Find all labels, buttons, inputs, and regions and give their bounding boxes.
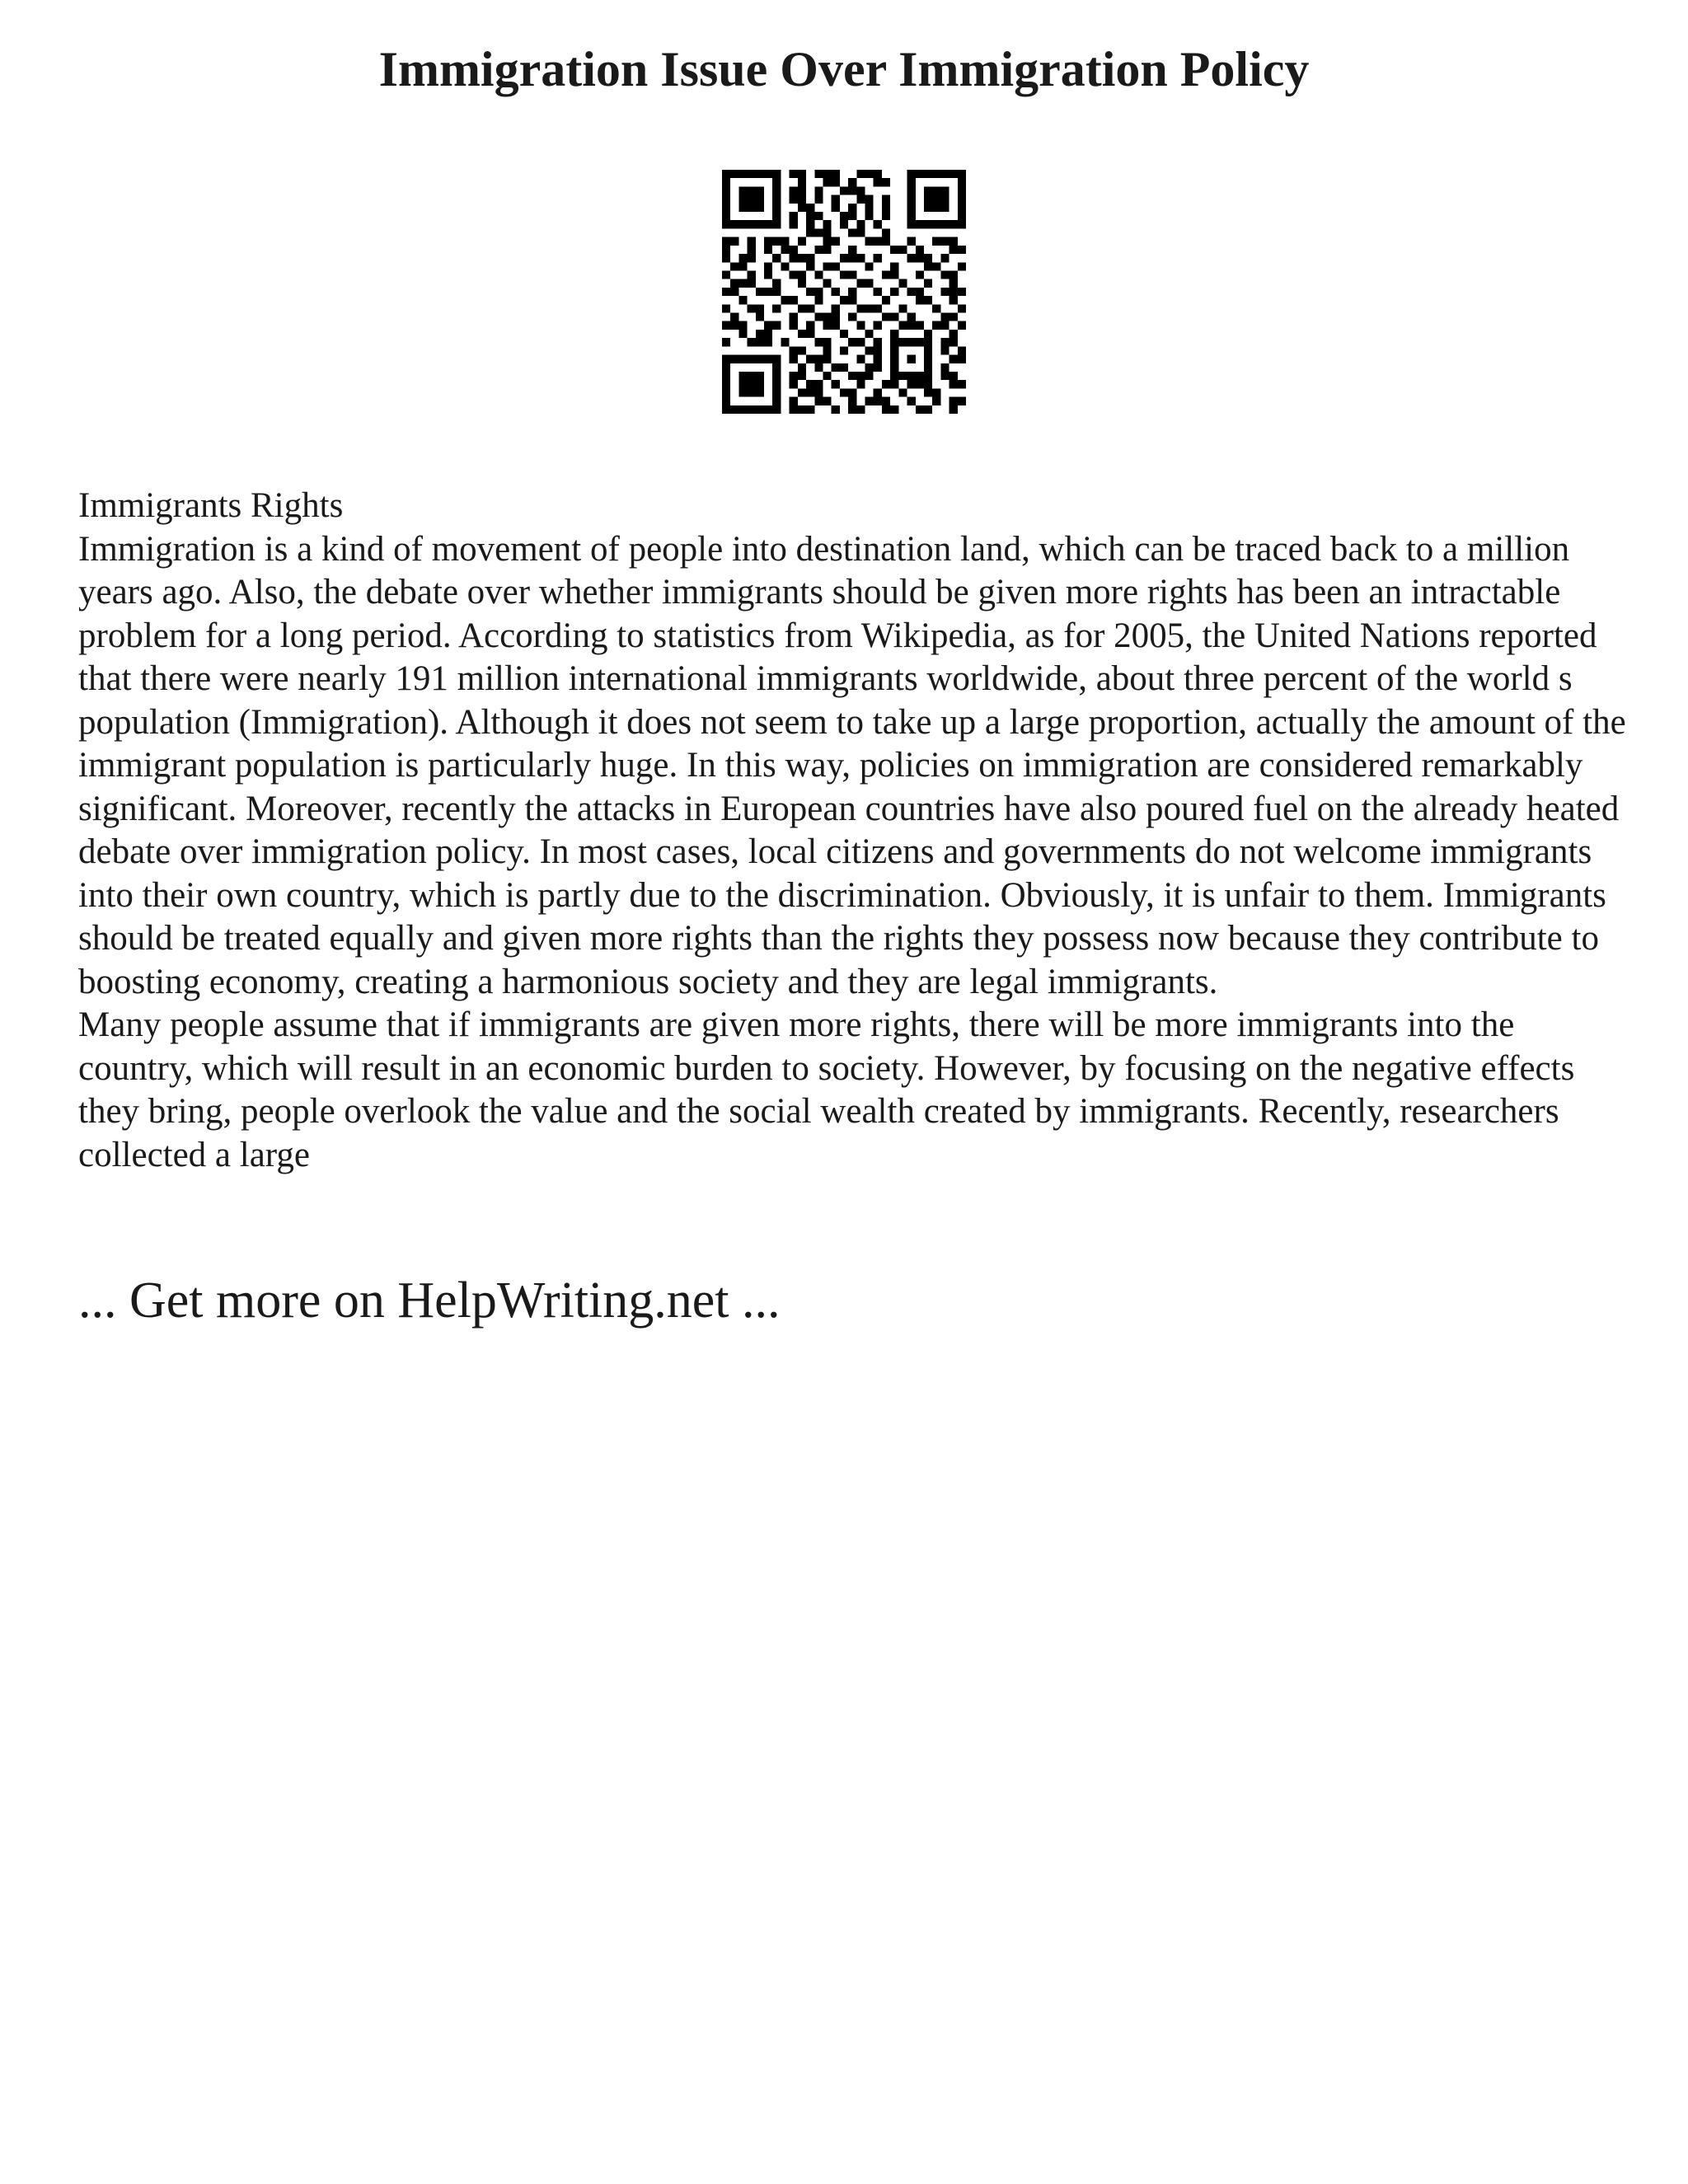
body-paragraph-1: Immigration is a kind of movement of people into destination land, which can be traced back to a million years ago. Also, the debate over whether immigrants should be given more rights has been an intractable problem for a long period. According to statistics from Wikipedia, as for 2005, the United Nations reported that there were nearly 191 million international immigrants worldwide, about three percent of the world s population (Immigration). Although it does not seem to take up a large proportion, actually the amount of the immigrant population is particularly huge. In this way, policies on immigration are considered remarkably significant. Moreover, recently the attacks in European countries have also poured fuel on the already heated debate over immigration policy. In most cases, local citizens and governments do not welcome immigrants into their own country, which is partly due to the discrimination. Obviously, it is unfair to them. Immigrants should be treated equally and given more rights than the rights they possess now because they contribute to boosting economy, creating a harmonious society and they are legal immigrants. (78, 529, 1626, 1001)
get-more-link[interactable]: ... Get more on HelpWriting.net ... (78, 1272, 781, 1329)
qr-code-icon (722, 170, 966, 414)
section-heading: Immigrants Rights (78, 486, 344, 525)
body-paragraph-2: Many people assume that if immigrants are given more rights, there will be more immigrants into the country, which will result in an economic burden to society. However, by focusing on the negative effects they bring, people overlook the value and the social wealth created by immigrants. Recently, researchers collected a large (78, 1005, 1575, 1174)
page-title: Immigration Issue Over Immigration Policy (378, 42, 1310, 96)
document-body (78, 485, 1628, 1177)
